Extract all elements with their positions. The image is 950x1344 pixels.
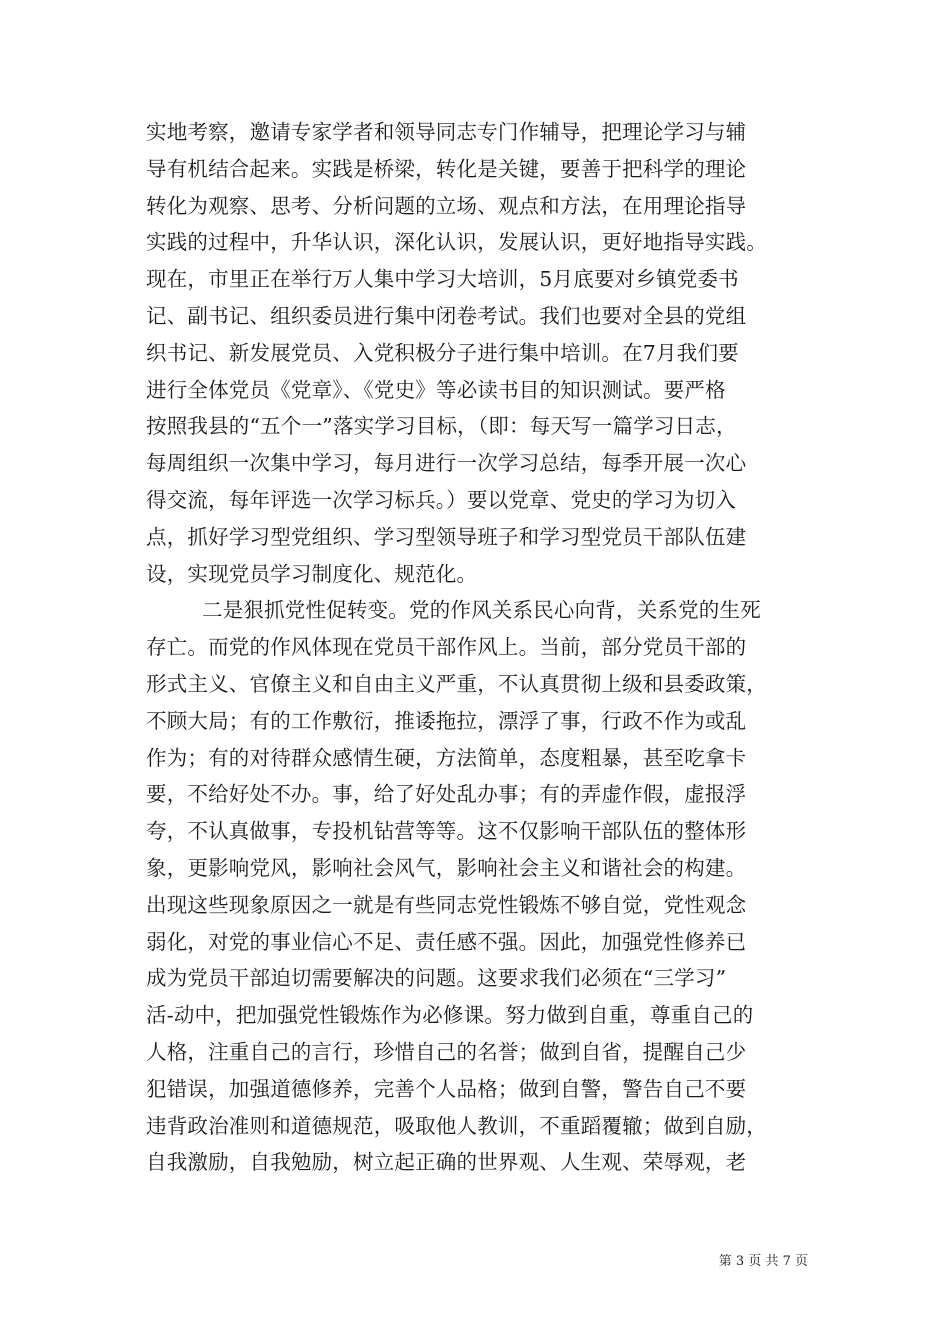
text-line: 自我激励，自我勉励，树立起正确的世界观、人生观、荣辱观，老 xyxy=(146,1150,747,1175)
text-line: 得交流，每年评选一次学习标兵。）要以党章、党史的学习为切入 xyxy=(146,487,737,512)
text-line: 形式主义、官僚主义和自由主义严重，不认真贯彻上级和县委政策， xyxy=(146,671,767,696)
text-line: 活-动中，把加强党性锻炼作为必修课。努力做到自重，尊重自己的 xyxy=(146,1003,754,1028)
text-line: 象，更影响党风，影响社会风气，影响社会主义和谐社会的构建。 xyxy=(146,855,747,880)
body-text xyxy=(146,114,816,1181)
text-line: 记、副书记、组织委员进行集中闭卷考试。我们也要对全县的党组 xyxy=(146,303,747,328)
text-line: 出现这些现象原因之一就是有些同志党性锻炼不够自觉，党性观念 xyxy=(146,892,747,917)
text-line: 不顾大局；有的工作敷衍，推诿拖拉，漂浮了事，行政不作为或乱 xyxy=(146,708,747,733)
text-line: 按照我县的“五个一”落实学习目标，（即：每天写一篇学习日志， xyxy=(146,414,737,439)
text-line: 点，抓好学习型党组织、学习型领导班子和学习型党员干部队伍建 xyxy=(146,524,747,549)
text-line: 夸，不认真做事，专投机钻营等等。这不仅影响干部队伍的整体形 xyxy=(146,819,747,844)
text-line: 现在，市里正在举行万人集中学习大培训，5月底要对乡镇党委书 xyxy=(146,267,739,292)
text-line: 犯错误，加强道德修养，完善个人品格；做到自警，警告自己不要 xyxy=(146,1076,747,1101)
text-line: 要，不给好处不办。事，给了好处乱办事；有的弄虚作假，虚报浮 xyxy=(146,782,747,807)
text-line: 成为党员干部迫切需要解决的问题。这要求我们必须在“三学习” xyxy=(146,966,727,991)
text-line: 弱化，对党的事业信心不足、责任感不强。因此，加强党性修养已 xyxy=(146,929,747,954)
text-line: 转化为观察、思考、分析问题的立场、观点和方法，在用理论指导 xyxy=(146,193,747,218)
text-line: 导有机结合起来。实践是桥梁，转化是关键，要善于把科学的理论 xyxy=(146,156,747,181)
text-line: 设，实现党员学习制度化、规范化。 xyxy=(146,561,478,586)
text-line: 存亡。而党的作风体现在党员干部作风上。当前，部分党员干部的 xyxy=(146,635,747,660)
paragraph-start-line: 二是狠抓党性促转变。党的作风关系民心向背，关系党的生死 xyxy=(202,598,761,623)
text-line: 每周组织一次集中学习，每月进行一次学习总结，每季开展一次心 xyxy=(146,451,747,476)
text-line: 实践的过程中，升华认识，深化认识，发展认识，更好地指导实践。 xyxy=(146,230,767,255)
text-line: 人格，注重自己的言行，珍惜自己的名誉；做到自省，提醒自己少 xyxy=(146,1039,747,1064)
text-line: 作为；有的对待群众感情生硬，方法简单，态度粗暴，甚至吃拿卡 xyxy=(146,745,747,770)
text-line: 违背政治准则和道德规范，吸取他人教训，不重蹈覆辙；做到自励， xyxy=(146,1113,767,1138)
text-line: 实地考察，邀请专家学者和领导同志专门作辅导，把理论学习与辅 xyxy=(146,120,747,144)
text-line: 进行全体党员《党章》、《党史》等必读书目的知识测试。要严格 xyxy=(146,377,726,402)
text-line: 织书记、新发展党员、入党积极分子进行集中培训。在7月我们要 xyxy=(146,340,739,365)
page-number-footer: 第 3 页 共 7 页 xyxy=(718,1254,808,1269)
